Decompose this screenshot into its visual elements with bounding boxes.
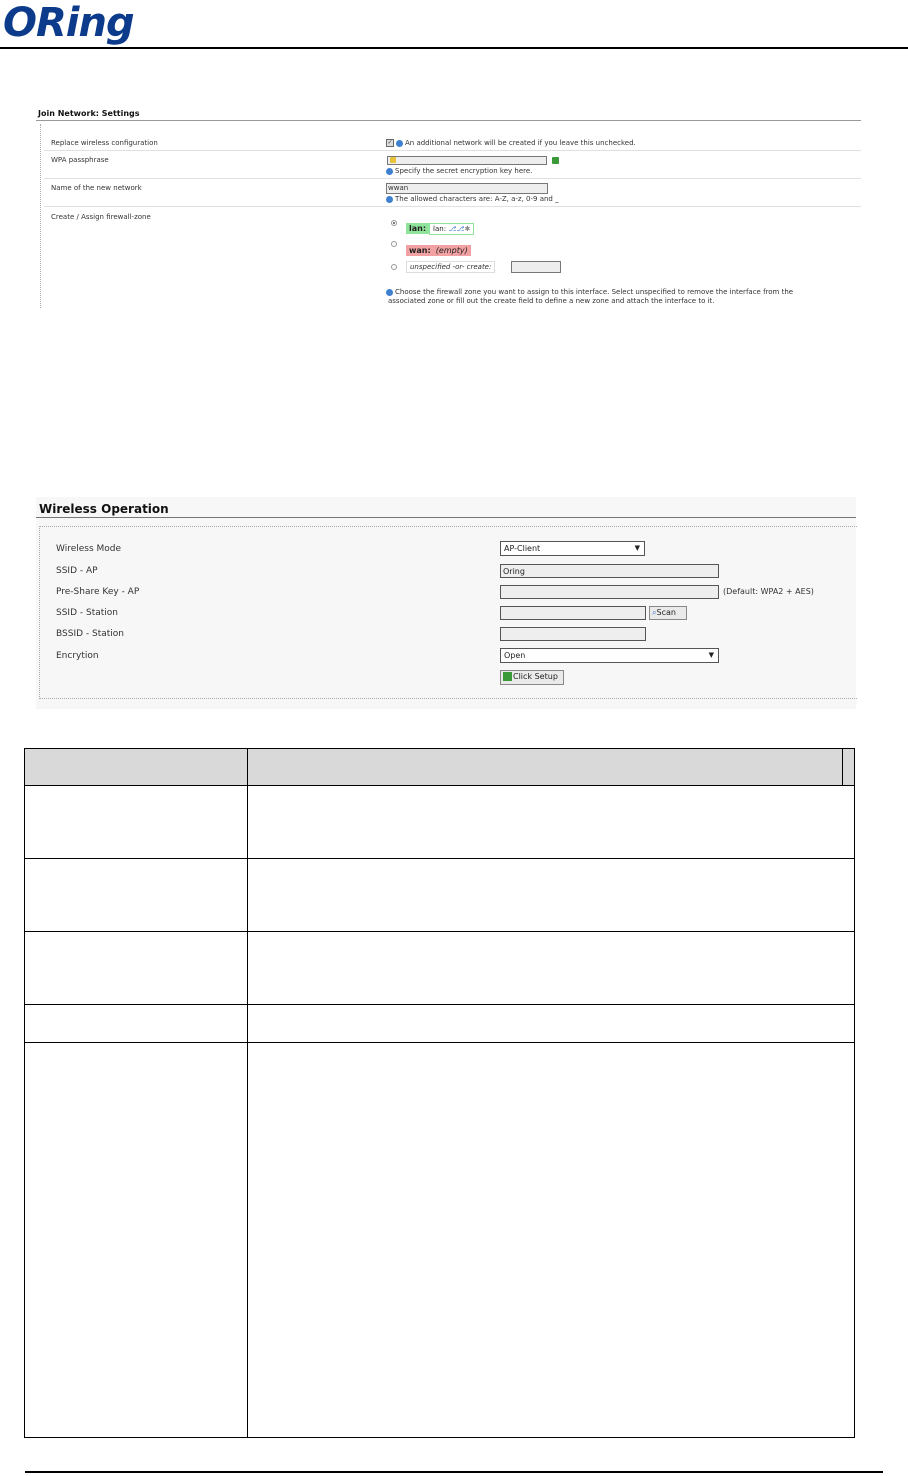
- zone-lan-iface-text: lan:: [433, 225, 447, 233]
- table-header-cell: [247, 748, 855, 786]
- table-row-desc-cell: [247, 785, 855, 859]
- wifi-icon: ⎇: [456, 225, 465, 233]
- chevron-down-icon: ▼: [634, 544, 640, 552]
- psk-default-note: (Default: WPA2 + AES): [723, 587, 814, 596]
- encryption-value: Open: [504, 651, 526, 660]
- table-row-desc-cell: [247, 1004, 855, 1043]
- table-row-label-cell: [24, 858, 248, 932]
- chevron-down-icon: ▼: [708, 651, 714, 659]
- play-icon: [503, 672, 512, 681]
- footer-divider: [25, 1471, 883, 1473]
- zone-wan-name: wan:: [409, 246, 431, 255]
- table-row-label-cell: [24, 931, 248, 1005]
- wireless-settings-box: [39, 526, 857, 699]
- zone-lan-interfaces: [429, 223, 474, 235]
- ssid-ap-input[interactable]: Oring: [500, 564, 719, 578]
- section-divider: [36, 120, 861, 121]
- table-row-label-cell: [24, 1042, 248, 1438]
- replace-config-label: Replace wireless configuration: [51, 139, 158, 147]
- wpa-passphrase-input[interactable]: [387, 156, 547, 165]
- header-inner-rule: [842, 749, 843, 785]
- zone-lan-option: [406, 216, 474, 235]
- network-name-input[interactable]: wwan: [386, 183, 548, 194]
- table-row-label-cell: [24, 785, 248, 859]
- info-icon: [386, 196, 393, 203]
- network-name-help: [386, 195, 559, 203]
- wireless-operation-title: Wireless Operation: [39, 502, 169, 516]
- zone-help-line2: associated zone or fill out the create field to define a new zone and attach the interface to it.: [388, 297, 715, 305]
- table-row-desc-cell: [247, 1042, 855, 1438]
- table-row-desc-cell: [247, 931, 855, 1005]
- zone-wan-radio[interactable]: [391, 241, 397, 247]
- wireless-mode-label: Wireless Mode: [56, 544, 122, 554]
- replace-config-field: [386, 139, 636, 147]
- zone-unspecified-label: unspecified -or- create:: [406, 261, 495, 273]
- scan-button[interactable]: [649, 606, 687, 620]
- ssid-station-label: SSID - Station: [56, 608, 118, 618]
- info-icon: [396, 140, 403, 147]
- oring-logo: ORing: [3, 0, 134, 46]
- wireless-mode-select[interactable]: [500, 541, 645, 556]
- firewall-zone-label: Create / Assign firewall-zone: [51, 213, 151, 221]
- psk-ap-input[interactable]: [500, 585, 719, 599]
- zone-lan-radio[interactable]: [391, 220, 397, 226]
- replace-config-help: An additional network will be created if you leave this unchecked.: [405, 139, 636, 147]
- network-icon: ✱: [464, 225, 471, 233]
- header-divider: [0, 47, 908, 49]
- zone-help-text-1: Choose the firewall zone you want to assign to this interface. Select unspecified to remove the interface from the: [395, 288, 794, 296]
- row-divider: [44, 150, 861, 151]
- table-row-desc-cell: [247, 858, 855, 932]
- wpa-passphrase-label: WPA passphrase: [51, 156, 109, 164]
- join-network-settings-panel: [36, 106, 861, 308]
- encryption-label: Encrytion: [56, 651, 99, 661]
- zone-help-line1: [386, 288, 793, 296]
- row-divider: [44, 178, 861, 179]
- encryption-select[interactable]: [500, 648, 719, 663]
- wpa-help: [386, 167, 532, 175]
- ssid-ap-label: SSID - AP: [56, 566, 98, 576]
- search-icon: ⌕: [652, 608, 657, 617]
- zone-lan-badge: lan:: [406, 223, 429, 234]
- zone-wan-option: [406, 238, 471, 257]
- wpa-help-text: Specify the secret encryption key here.: [395, 167, 533, 175]
- table-header-cell: [24, 748, 248, 786]
- replace-config-checkbox[interactable]: ✓: [387, 139, 393, 146]
- ethernet-icon: ⎇: [448, 225, 457, 233]
- info-icon: [386, 289, 393, 296]
- bssid-station-label: BSSID - Station: [56, 629, 124, 639]
- network-name-label: Name of the new network: [51, 184, 142, 192]
- reveal-password-icon[interactable]: [552, 157, 559, 164]
- table-row-label-cell: [24, 1004, 248, 1043]
- zone-wan-badge: [406, 245, 471, 256]
- wireless-operation-panel: [36, 497, 856, 709]
- network-name-help-text: The allowed characters are: A-Z, a-z, 0-9 and _: [395, 195, 559, 203]
- row-divider: [44, 206, 861, 207]
- wireless-mode-value: AP-Client: [504, 544, 541, 553]
- zone-create-input[interactable]: [511, 261, 561, 273]
- section-divider: [36, 517, 856, 518]
- key-icon: [390, 157, 396, 163]
- zone-create-radio[interactable]: [391, 264, 397, 270]
- click-setup-label: Click Setup: [513, 672, 558, 681]
- join-network-title: Join Network: Settings: [38, 109, 140, 118]
- description-table: [24, 748, 855, 1438]
- click-setup-button[interactable]: [500, 670, 564, 685]
- scan-button-label: Scan: [656, 608, 676, 617]
- bssid-station-input[interactable]: [500, 627, 646, 641]
- info-icon: [386, 168, 393, 175]
- ssid-station-input[interactable]: [500, 606, 646, 620]
- zone-wan-iface: (empty): [435, 246, 468, 255]
- psk-ap-label: Pre-Share Key - AP: [56, 587, 140, 597]
